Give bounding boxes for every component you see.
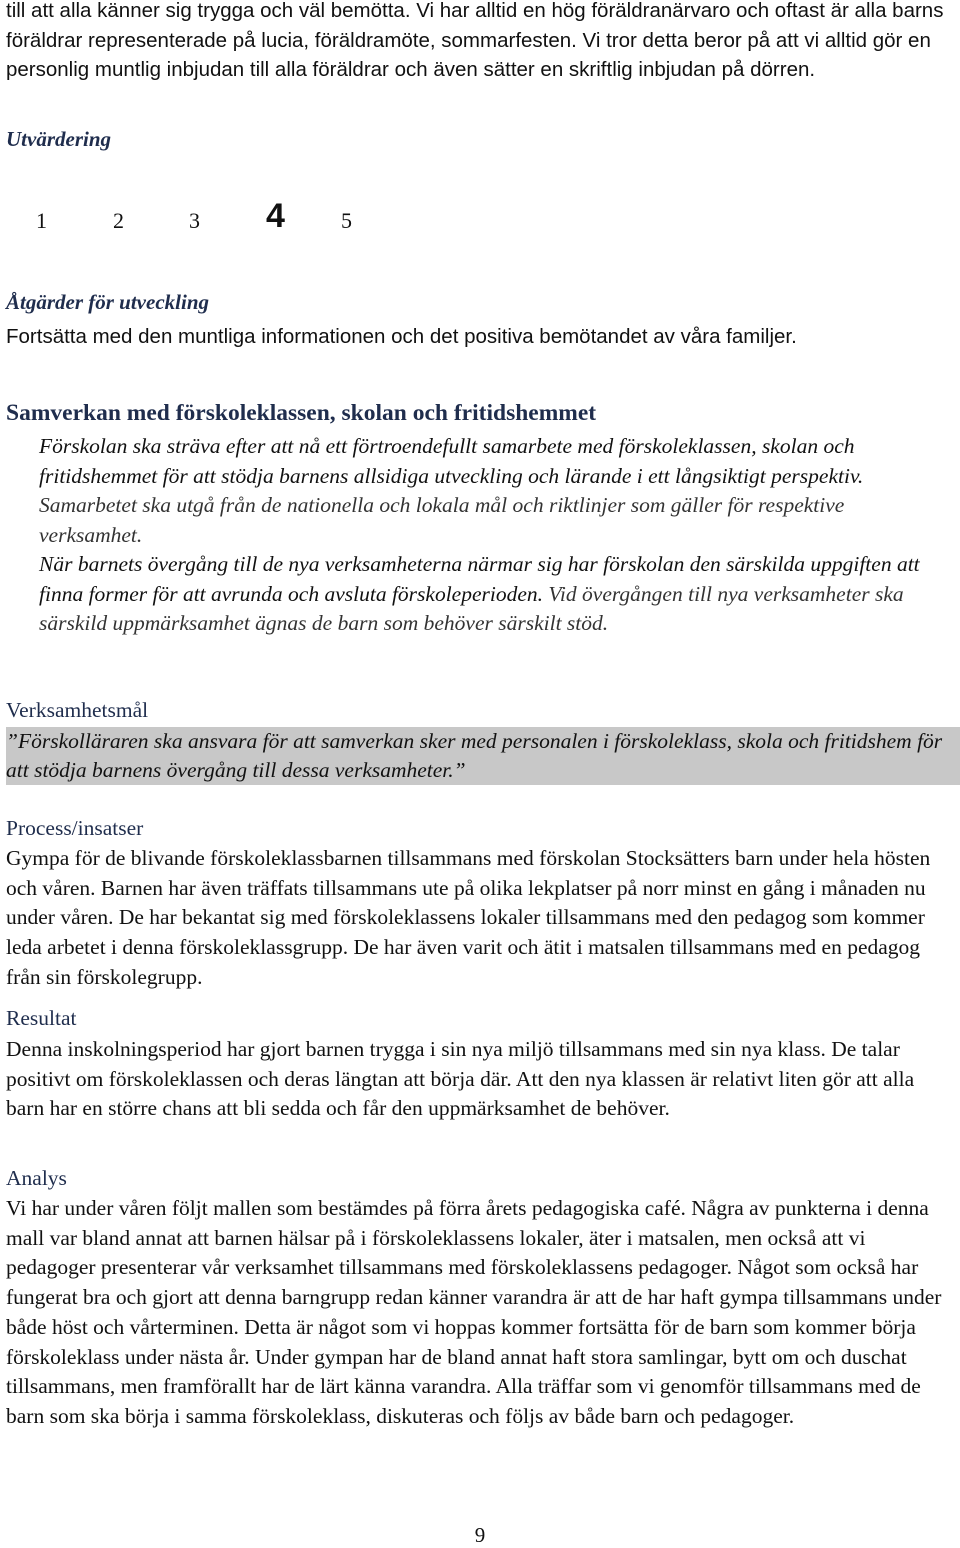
cooperation-heading: Samverkan med förskoleklassen, skolan och fritidshemmet (6, 400, 597, 426)
cooperation-paragraph-2-italic: När barnets övergång till de nya verksamheterna närmar sig har förskolan den särskilda uppgiften att finna former för att avrunda och avsluta förskoleperioden. (39, 552, 920, 606)
goal-quote: ”Förskolläraren ska ansvara för att samverkan sker med personalen i förskoleklass, skola och fritidshem för att stödja barnens övergång till dessa verksamheter.” (6, 729, 943, 782)
scale-value-2: 2 (113, 208, 124, 233)
scale-value-4-selected: 4 (266, 197, 285, 235)
process-text: Gympa för de blivande förskoleklassbarnen tillsammans med förskolan Stocksätters barn under hela hösten och våren. Barnen har även träffats tillsammans ute på olika lekplatser på norr minst en gång i månaden nu under våren. De har bekantat sig med förskoleklassens lokaler tillsammans med den pedagog som kommer leda arbetet i denna förskoleklassgrupp. De har även varit och ätit i matsalen tillsammans med en pedagog från sin förskolegrupp. (6, 846, 931, 989)
cooperation-paragraph-2 (39, 550, 956, 639)
scale-value-5: 5 (341, 208, 352, 233)
process-heading: Process/insatser (6, 816, 144, 840)
analysis-text: Vi har under våren följt mallen som bestämdes på förra årets pedagogiska café. Några av punkterna i denna mall var bland annat att barnen hälsar på i förskoleklassens lokaler, äter i matsalen, men också att vi pedagoger presenterar vår verksamhet tillsammans med förskoleklassens pedagoger. Något som också har fungerat bra och gjort att denna barngrupp redan känner varandra är att de har haft gympa tillsammans under både höst och vårterminen. Detta är något som vi hoppas kommer fortsätta för de barn som kommer börja förskoleklass under nästa år. Under gympan har de bland annat haft stora samlingar, bytt om och duschat tillsammans, men framförallt har de lärt känna varandra. Alla träffar som vi genomför tillsammans med de barn som ska börja i samma förskoleklass, diskuteras och följs av både barn och pedagoger. (6, 1196, 942, 1428)
analysis-heading: Analys (6, 1166, 67, 1190)
evaluation-heading: Utvärdering (6, 127, 111, 151)
result-text: Denna inskolningsperiod har gjort barnen trygga i sin nya miljö tillsammans med sin nya klass. De talar positivt om förskoleklassen och deras längtan att börja där. Att den nya klassen är relativt liten gör att alla barn har en större chans att bli sedda och får den uppmärksamhet de behöver. (6, 1037, 915, 1121)
result-heading: Resultat (6, 1006, 77, 1030)
cooperation-paragraph-2-plain: Vid övergången till nya verksamheter ska särskild uppmärksamhet ägnas de barn som behöver särskilt stöd. (39, 581, 904, 636)
measures-heading: Åtgärder för utveckling (6, 290, 209, 314)
intro-paragraph: till att alla känner sig trygga och väl bemötta. Vi har alltid en hög föräldranärvaro och oftast är alla barns föräldrar representerade på lucia, föräldramöte, sommarfesten. Vi tror detta beror på att vi alltid gör en personlig muntlig inbjudan till alla föräldrar och även sätter en skriftlig inbjudan på dörren. (6, 0, 944, 81)
page-number: 9 (474, 1523, 486, 1547)
measures-text: Fortsätta med den muntliga informationen och det positiva bemötandet av våra familjer. (6, 325, 797, 348)
cooperation-paragraph-1-plain: Samarbetet ska utgå från de nationella och lokala mål och riktlinjer som gäller för respektive verksamhet. (39, 493, 845, 548)
scale-value-1: 1 (36, 208, 47, 233)
cooperation-paragraph-1 (39, 432, 950, 551)
cooperation-paragraph-1-italic: Förskolan ska sträva efter att nå ett förtroendefullt samarbete med förskoleklassen, skolan och fritidshemmet för att stödja barnens allsidiga utveckling och lärande i ett långsiktigt perspektiv. (39, 434, 864, 488)
scale-value-3: 3 (189, 208, 200, 233)
goal-heading: Verksamhetsmål (6, 698, 149, 722)
